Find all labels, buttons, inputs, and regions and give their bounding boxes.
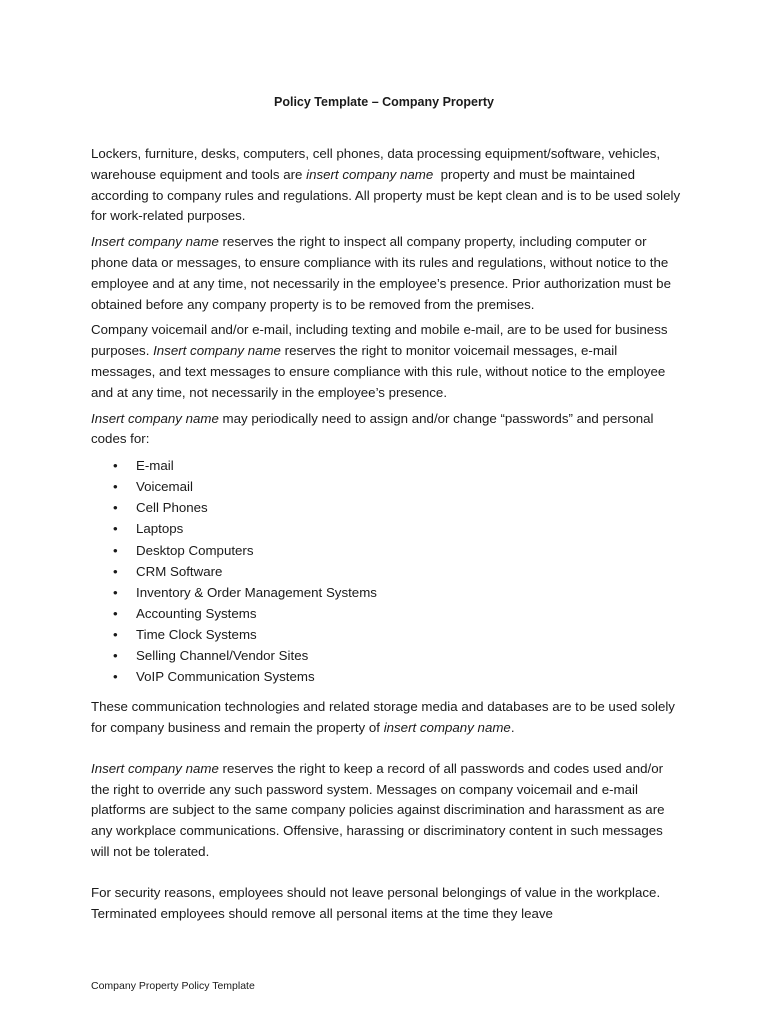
company-name-placeholder: insert company name	[306, 166, 434, 182]
list-item-label: Selling Channel/Vendor Sites	[136, 648, 309, 663]
document-title: Policy Template – Company Property	[274, 95, 494, 109]
paragraph-text: Lockers, furniture, desks, computers, cell phones, data processing equipment/software, vehicles, warehouse equipment and tools are	[91, 146, 661, 182]
bullet-icon: •	[113, 500, 118, 516]
paragraph-text: .	[510, 719, 515, 735]
paragraph-text: Company voicemail and/or e-mail, including texting and mobile e-mail, are to be used for business purposes.	[91, 322, 668, 359]
paragraph-text: may periodically need to assign and/or change “passwords” and personal codes for:	[91, 410, 654, 447]
list-item-label: Voicemail	[136, 479, 193, 495]
paragraph-inspection	[91, 232, 681, 315]
paragraph-text: These communication technologies and related storage media and databases are to be used solely for company business and remain the property of	[91, 699, 675, 735]
paragraph-text: reserves the right to inspect all company property, including computer or phone data or messages, to ensure compliance with its rules and regulations, without notice to the employee and at any time, not necessarily in the employee’s presence. Prior authorization must be obtained before any company property is to be removed from the premises.	[91, 234, 671, 312]
list-item-label: Desktop Computers	[136, 542, 254, 558]
list-item-label: CRM Software	[136, 563, 223, 579]
list-item-label: VoIP Communication Systems	[136, 669, 315, 685]
bullet-icon: •	[113, 626, 118, 642]
paragraph-voicemail-email	[91, 320, 681, 403]
list-item	[91, 666, 681, 687]
list-item-label: Inventory & Order Management Systems	[136, 584, 377, 600]
paragraph-security	[91, 883, 681, 925]
list-item	[91, 603, 681, 624]
bullet-icon: •	[113, 605, 118, 621]
company-name-placeholder: Insert company name	[91, 760, 219, 776]
paragraph-records	[91, 759, 681, 863]
paragraph-passwords	[91, 409, 681, 451]
bullet-icon: •	[113, 521, 118, 537]
company-name-placeholder: Insert company name	[153, 343, 281, 359]
list-item	[91, 540, 681, 561]
bullet-icon: •	[113, 542, 118, 558]
bullet-icon: •	[113, 563, 118, 579]
list-item-label: Cell Phones	[136, 500, 208, 516]
bullet-icon: •	[113, 584, 118, 600]
list-item-label: Time Clock Systems	[136, 626, 257, 642]
list-item	[91, 518, 681, 539]
codes-list	[91, 455, 681, 687]
bullet-icon: •	[113, 479, 118, 495]
list-item	[91, 645, 681, 666]
bullet-icon: •	[113, 669, 118, 685]
list-item	[91, 582, 681, 603]
list-item	[91, 561, 681, 582]
list-item	[91, 624, 681, 645]
list-item	[91, 476, 681, 497]
paragraph-text: reserves the right to monitor voicemail messages, e-mail messages, and text messages to ensure compliance with this rule, without notice to the employee and at any time, not necessarily in the employee’s presence.	[91, 343, 666, 400]
company-name-placeholder: insert company name	[383, 719, 511, 735]
paragraph-text: For security reasons, employees should not leave personal belongings of value in the workplace. Terminated employees should remove all personal items at the time they leave	[91, 884, 661, 921]
bullet-icon: •	[113, 648, 118, 663]
list-item	[91, 455, 681, 476]
company-name-placeholder: Insert company name	[91, 410, 219, 426]
page-footer: Company Property Policy Template	[91, 980, 255, 992]
paragraph-text: property and must be maintained according to company rules and regulations. All property must be kept clean and is to be used solely for work-related purposes.	[91, 166, 681, 224]
paragraph-property	[91, 144, 681, 227]
bullet-icon: •	[113, 458, 118, 474]
list-item-label: E-mail	[136, 458, 174, 474]
document-body	[91, 144, 681, 929]
list-item	[91, 497, 681, 518]
company-name-placeholder: Insert company name	[91, 234, 219, 250]
paragraph-text: reserves the right to keep a record of all passwords and codes used and/or the right to override any such password system. Messages on company voicemail and e-mail platforms are subject to the same company policies against discrimination and harassment as are any workplace communications. Offensive, harassing or discriminatory content in such messages will not be tolerated.	[91, 760, 665, 859]
list-item-label: Laptops	[136, 521, 184, 537]
list-item-label: Accounting Systems	[136, 605, 257, 621]
paragraph-communication-tech	[91, 697, 681, 739]
